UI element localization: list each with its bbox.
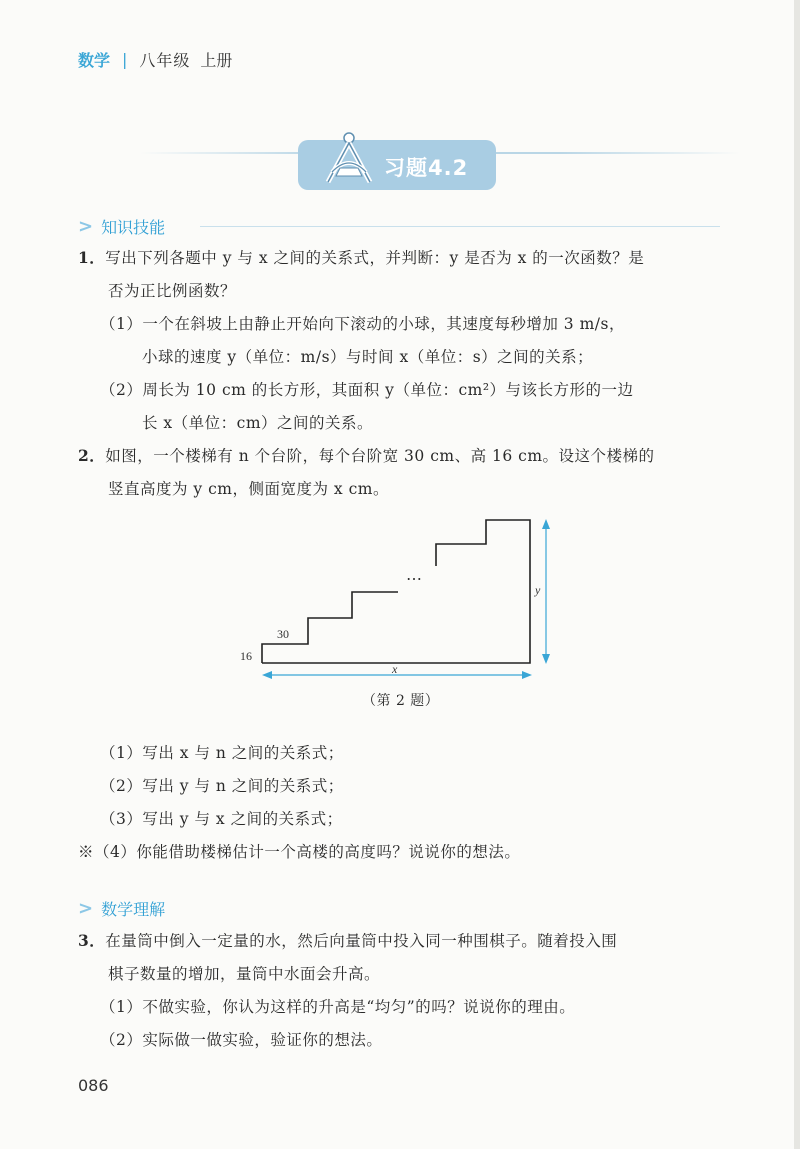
width-arrow-left	[262, 671, 272, 679]
q2-number: 2．	[78, 446, 106, 465]
q3-text-2: 棋子数量的增加，量筒中水面会升高。	[108, 965, 381, 983]
section-skills	[78, 215, 165, 238]
figure-caption: （第 2 题）	[362, 693, 440, 709]
q3-line-1	[78, 930, 617, 952]
q1-number: 1．	[78, 248, 106, 267]
header-separator: |	[122, 50, 128, 69]
header-subject: 数学	[78, 51, 111, 70]
header-grade: 八年级	[139, 51, 191, 70]
staircase-figure	[230, 510, 570, 690]
step-height-label: 16	[240, 649, 252, 663]
q3-number: 3．	[78, 931, 106, 950]
q2-sub-4: ※（4）你能借助楼梯估计一个高楼的高度吗？说说你的想法。	[78, 843, 521, 861]
q1-part2-text-1: 周长为 10 cm 的长方形，其面积 y（单位：cm²）与该长方形的一边	[142, 381, 634, 399]
section-skills-rule	[200, 226, 720, 227]
q2-text-1: 如图，一个楼梯有 n 个台阶，每个台阶宽 30 cm、高 16 cm。设这个楼梯的	[105, 447, 655, 465]
page-header	[78, 48, 232, 71]
section-understanding	[78, 897, 165, 920]
q1-part2-text-2: 长 x（单位：cm）之间的关系。	[142, 414, 374, 432]
q1-text-2: 否为正比例函数？	[108, 282, 237, 300]
chevron-right-icon: >	[78, 898, 94, 919]
page-number: 086	[78, 1076, 109, 1095]
height-arrow-top	[542, 519, 550, 529]
section-understanding-label: 数学理解	[101, 900, 166, 919]
height-arrow-bottom	[542, 654, 550, 664]
q3-text-1: 在量筒中倒入一定量的水，然后向量筒中投入同一种围棋子。随着投入围	[105, 932, 618, 950]
q2-sub-1: （1）写出 x 与 n 之间的关系式；	[100, 744, 344, 762]
q1-part2-line-1	[100, 379, 634, 401]
section-skills-label: 知识技能	[101, 218, 166, 237]
header-volume: 上册	[200, 51, 233, 70]
ellipsis-label: …	[406, 565, 422, 584]
q2-sub-3: （3）写出 y 与 x 之间的关系式；	[100, 810, 343, 828]
q3-sub-1: （1）不做实验，你认为这样的升高是“均匀”的吗？说说你的理由。	[100, 998, 576, 1016]
page-edge	[794, 0, 800, 1149]
width-arrow-right	[522, 671, 532, 679]
height-label: y	[535, 583, 541, 597]
q2-sub-2: （2）写出 y 与 n 之间的关系式；	[100, 777, 344, 795]
q1-part1-text-2: 小球的速度 y（单位：m/s）与时间 x（单位：s）之间的关系；	[142, 348, 594, 366]
q1-part1-text-1: 一个在斜坡上由静止开始向下滚动的小球，其速度每秒增加 3 m/s，	[142, 315, 625, 333]
q1-text-1: 写出下列各题中 y 与 x 之间的关系式，并判断：y 是否为 x 的一次函数？是	[105, 249, 645, 267]
q1-part1-line-1	[100, 313, 625, 335]
q3-sub-2: （2）实际做一做实验，验证你的想法。	[100, 1031, 383, 1049]
q1-part1-label: （1）	[100, 315, 143, 333]
step-width-label: 30	[277, 627, 289, 641]
q1-line-1	[78, 247, 644, 269]
exercise-title: 习题4.2	[384, 156, 469, 180]
q2-text-2: 竖直高度为 y cm，侧面宽度为 x cm。	[108, 480, 389, 498]
q1-part2-label: （2）	[100, 381, 143, 399]
compass-icon	[318, 128, 380, 190]
width-label: x	[392, 662, 398, 676]
chevron-right-icon: >	[78, 216, 94, 237]
q2-line-1	[78, 445, 655, 467]
